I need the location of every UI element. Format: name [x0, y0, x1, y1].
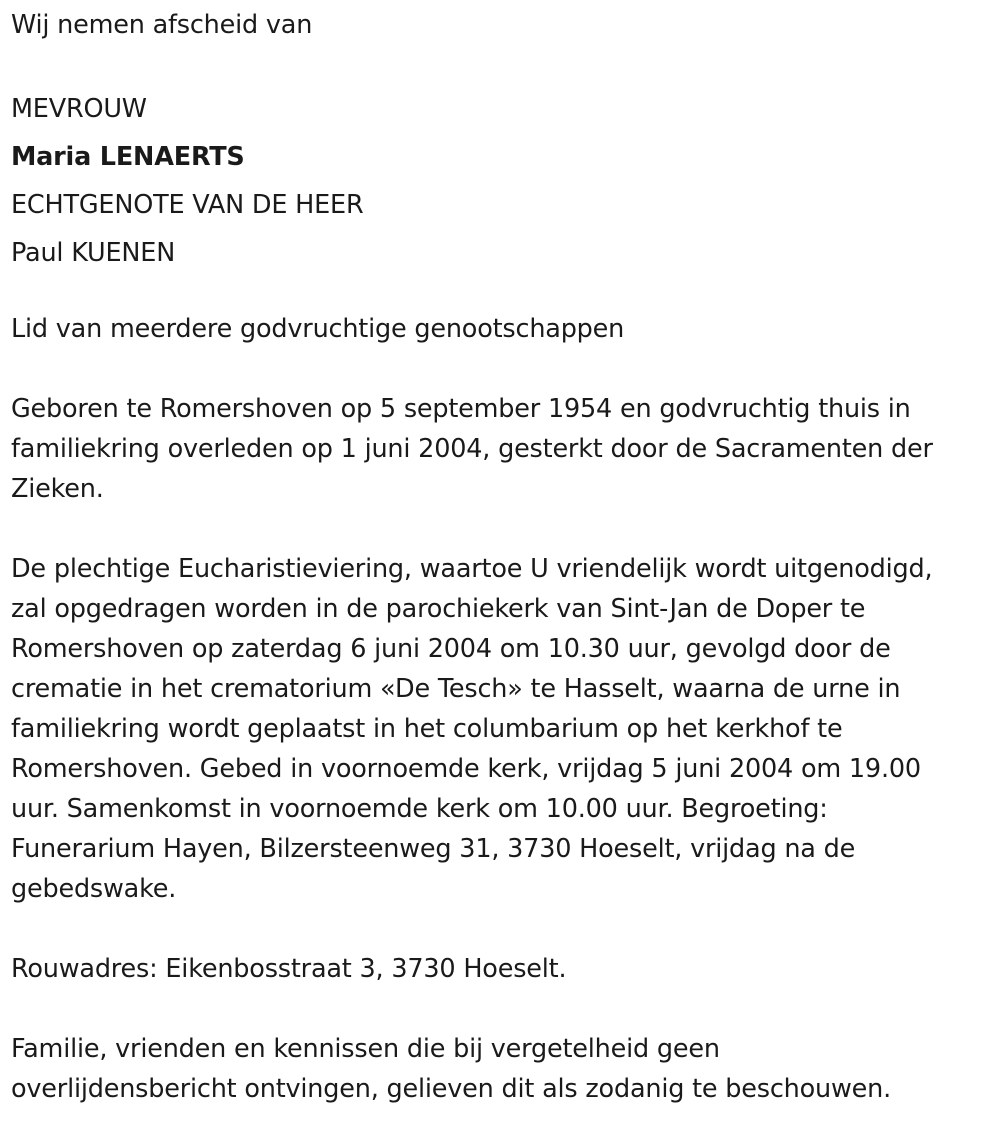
- paragraph-line: familiekring overleden op 1 juni 2004, gesterkt door de Sacramenten der: [11, 434, 933, 464]
- paragraph-line: overlijdensbericht ontvingen, gelieven dit als zodanig te beschouwen.: [11, 1074, 892, 1104]
- intro-line: Wij nemen afscheid van: [11, 10, 313, 40]
- relation-line: ECHTGENOTE VAN DE HEER: [11, 190, 364, 220]
- birth-death-paragraph: [11, 389, 996, 509]
- paragraph-line: Geboren te Romershoven op 5 september 1954 en godvruchtig thuis in: [11, 394, 911, 424]
- paragraph-line: uur. Samenkomst in voornoemde kerk om 10.00 uur. Begroeting:: [11, 794, 828, 824]
- paragraph-line: De plechtige Eucharistieviering, waartoe U vriendelijk wordt uitgenodigd,: [11, 554, 933, 584]
- paragraph-line: Familie, vrienden en kennissen die bij vergetelheid geen: [11, 1034, 720, 1064]
- paragraph-line: Romershoven. Gebed in voornoemde kerk, vrijdag 5 juni 2004 om 19.00: [11, 754, 921, 784]
- paragraph-line: crematie in het crematorium «De Tesch» te Hasselt, waarna de urne in: [11, 674, 901, 704]
- obituary-notice: [11, 0, 996, 1109]
- spouse-name: Paul KUENEN: [11, 238, 176, 268]
- paragraph-line: zal opgedragen worden in de parochiekerk van Sint-Jan de Doper te: [11, 594, 866, 624]
- salutation: MEVROUW: [11, 94, 147, 124]
- mourning-address: Rouwadres: Eikenbosstraat 3, 3730 Hoeselt.: [11, 954, 567, 984]
- membership-line: Lid van meerdere godvruchtige genootschappen: [11, 314, 625, 344]
- paragraph-line: Zieken.: [11, 474, 104, 504]
- deceased-name: Maria LENAERTS: [11, 142, 245, 172]
- ceremony-paragraph: [11, 549, 996, 909]
- closing-paragraph: [11, 1029, 996, 1109]
- paragraph-line: gebedswake.: [11, 874, 177, 904]
- paragraph-line: Funerarium Hayen, Bilzersteenweg 31, 3730 Hoeselt, vrijdag na de: [11, 834, 856, 864]
- paragraph-line: Romershoven op zaterdag 6 juni 2004 om 10.30 uur, gevolgd door de: [11, 634, 891, 664]
- paragraph-line: familiekring wordt geplaatst in het columbarium op het kerkhof te: [11, 714, 843, 744]
